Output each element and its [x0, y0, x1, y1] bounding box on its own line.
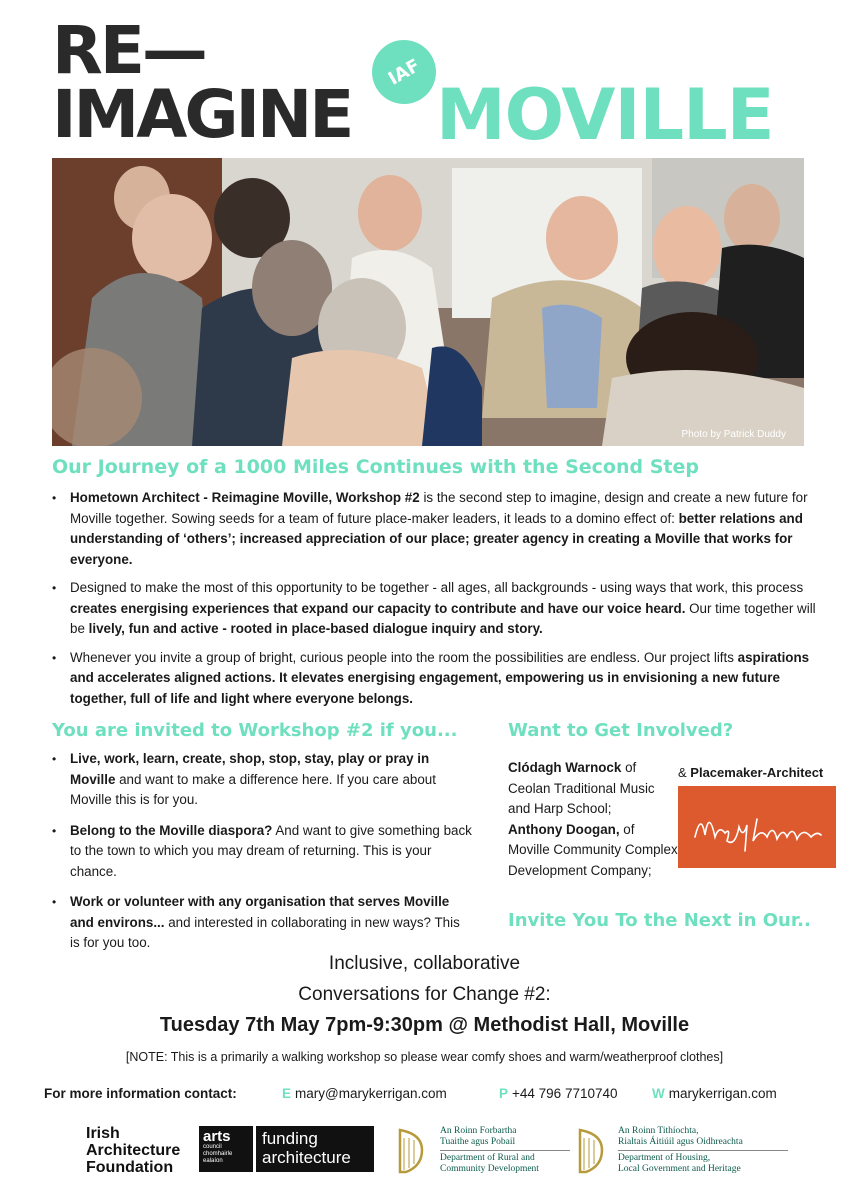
journey-heading: Our Journey of a 1000 Miles Continues with the Second Step — [52, 456, 699, 478]
iaf-badge: IAF — [360, 28, 447, 115]
funding-architecture-logo — [256, 1126, 374, 1172]
event-note: [NOTE: This is a primarily a walking workshop so please wear comfy shoes and warm/weatherproof clothes] — [125, 1050, 724, 1064]
invited-item-3 — [52, 892, 472, 954]
bullet-2-text-b: Our time together will be — [70, 600, 816, 636]
irish-architecture-foundation-logo — [86, 1125, 180, 1176]
invited-item-2-text: And want to give something back to the town to which you may dream of returning. This is your chance. — [70, 822, 472, 879]
arts-council-l2: chomhairle — [203, 1151, 233, 1157]
contact-row — [44, 1086, 824, 1106]
event-date-venue: Tuesday 7th May 7pm-9:30pm @ Methodist Hall, Moville — [159, 1014, 690, 1036]
partner-1-name: Clódagh Warnock — [508, 760, 622, 775]
arts-council-big: arts — [203, 1128, 231, 1145]
bullet-2-bold-a: creates energising experiences that expand our capacity to contribute and have our voice heard. — [70, 600, 686, 616]
event-line-1: Inclusive, collaborative — [328, 953, 521, 974]
iaf-line-1: Irish — [86, 1125, 120, 1142]
bullet-1-bold-b: better relations and understanding of ‘others’; increased appreciation of our place; greater agency in creating a Moville that works for everyone. — [70, 510, 803, 567]
involved-heading: Want to Get Involved? — [508, 720, 734, 741]
journey-bullet-1 — [52, 488, 832, 570]
sponsor-logos — [0, 1120, 849, 1190]
placemaker-title: Placemaker-Architect — [690, 765, 824, 780]
mary-kerrigan-logo — [678, 786, 836, 868]
web-value: marykerrigan.com — [668, 1086, 777, 1101]
contact-email[interactable] — [282, 1086, 447, 1101]
funding-line-1: funding — [262, 1129, 318, 1148]
email-key: E — [282, 1086, 292, 1101]
workshop-photo — [52, 158, 804, 446]
phone-value: +44 796 7710740 — [512, 1086, 618, 1101]
dept-rural-community — [440, 1126, 570, 1175]
title-moville: MOVILLE — [436, 74, 774, 156]
dept1-line-3: Department of Rural and — [440, 1153, 535, 1163]
arts-council-l3: ealaíon — [203, 1158, 223, 1164]
email-value: mary@marykerrigan.com — [295, 1086, 447, 1101]
iaf-line-3: Foundation — [86, 1159, 174, 1176]
signature-logo-icon — [687, 797, 827, 857]
web-key: W — [652, 1086, 665, 1101]
event-line-2: Conversations for Change #2: — [298, 984, 551, 1005]
dept2-line-2: Rialtais Áitiúil agus Oidhreachta — [618, 1137, 743, 1147]
invited-item-3-text: and interested in collaborating in new ways? This is for you too. — [70, 914, 460, 950]
involved-partners — [508, 758, 678, 881]
invited-item-1 — [52, 749, 472, 811]
title-re: RE— — [52, 12, 205, 89]
placemaker-amp: & — [678, 765, 691, 780]
invited-item-3-bold: Work or volunteer with any organisation that serves Moville and environs... — [70, 894, 450, 930]
contact-phone[interactable] — [499, 1086, 618, 1101]
harp-icon — [392, 1126, 428, 1176]
invited-heading: You are invited to Workshop #2 if you... — [52, 720, 458, 741]
bullet-1-bold-a: Hometown Architect - Reimagine Moville, Workshop #2 — [70, 490, 420, 505]
invited-item-1-text: and want to make a difference here. If you care about Moville this is for you. — [70, 771, 436, 807]
involved-section — [508, 720, 838, 931]
bullet-3-bold: aspirations and accelerates aligned actions. It elevates energising engagement, empowering us in envisioning a new future together, full of life and light where everyone belongs. — [70, 649, 810, 706]
bullet-2-text-a: Designed to make the most of this opportunity to be together - all ages, all backgrounds - using ways that work, this process — [70, 580, 804, 595]
invited-item-2-bold: Belong to the Moville diaspora? — [70, 822, 273, 838]
partner-1-org: of Ceolan Traditional Music and Harp School; — [508, 760, 655, 816]
title-imagine: IMAGINE — [52, 76, 352, 153]
invite-heading: Invite You To the Next in Our.. — [508, 910, 811, 931]
phone-key: P — [499, 1086, 509, 1101]
harp-icon-2 — [572, 1126, 608, 1176]
dept2-line-3: Department of Housing, — [618, 1153, 711, 1163]
invited-section — [52, 720, 472, 964]
dept2-line-1: An Roinn Tithíochta, — [618, 1126, 699, 1136]
partner-2-name: Anthony Doogan, — [508, 821, 620, 837]
photo-credit: Photo by Patrick Duddy — [681, 429, 786, 440]
arts-council-l1: council — [203, 1144, 222, 1150]
journey-bullet-2 — [52, 578, 832, 640]
iaf-line-2: Architecture — [86, 1142, 181, 1159]
funding-line-2: architecture — [262, 1148, 351, 1167]
placemaker-label — [678, 765, 823, 780]
dept2-line-4: Local Government and Heritage — [618, 1164, 741, 1174]
bullet-1-text: is the second step to imagine, design and create a new future for Moville together. Sowing seeds for a team of future place-maker leaders, it leads to a domino effect of: — [70, 490, 808, 526]
dept1-line-1: An Roinn Forbartha — [440, 1126, 517, 1136]
dept1-line-2: Tuaithe agus Pobail — [440, 1137, 516, 1147]
dept-housing-heritage — [618, 1126, 788, 1175]
arts-council-logo — [199, 1126, 253, 1172]
partner-2-org: of Moville Community Complex Development Company; — [508, 821, 678, 878]
journey-bullet-3 — [52, 648, 832, 710]
bullet-2-bold-b: lively, fun and active - rooted in place-based dialogue inquiry and story. — [88, 621, 543, 636]
bullet-3-text: Whenever you invite a group of bright, curious people into the room the possibilities are endless. Our project lifts — [70, 649, 738, 665]
dept1-line-4: Community Development — [440, 1164, 539, 1174]
invited-item-1-bold: Live, work, learn, create, shop, stop, stay, play or pray in Moville — [70, 751, 430, 787]
photo-illustration — [52, 158, 804, 446]
journey-bullets — [52, 488, 832, 717]
contact-web[interactable] — [652, 1086, 777, 1101]
poster-header — [52, 12, 812, 158]
invited-item-2 — [52, 821, 472, 883]
dept1-divider — [440, 1150, 570, 1151]
invited-list — [52, 749, 472, 954]
dept2-divider — [618, 1150, 788, 1151]
contact-label: For more information contact: — [44, 1086, 237, 1101]
